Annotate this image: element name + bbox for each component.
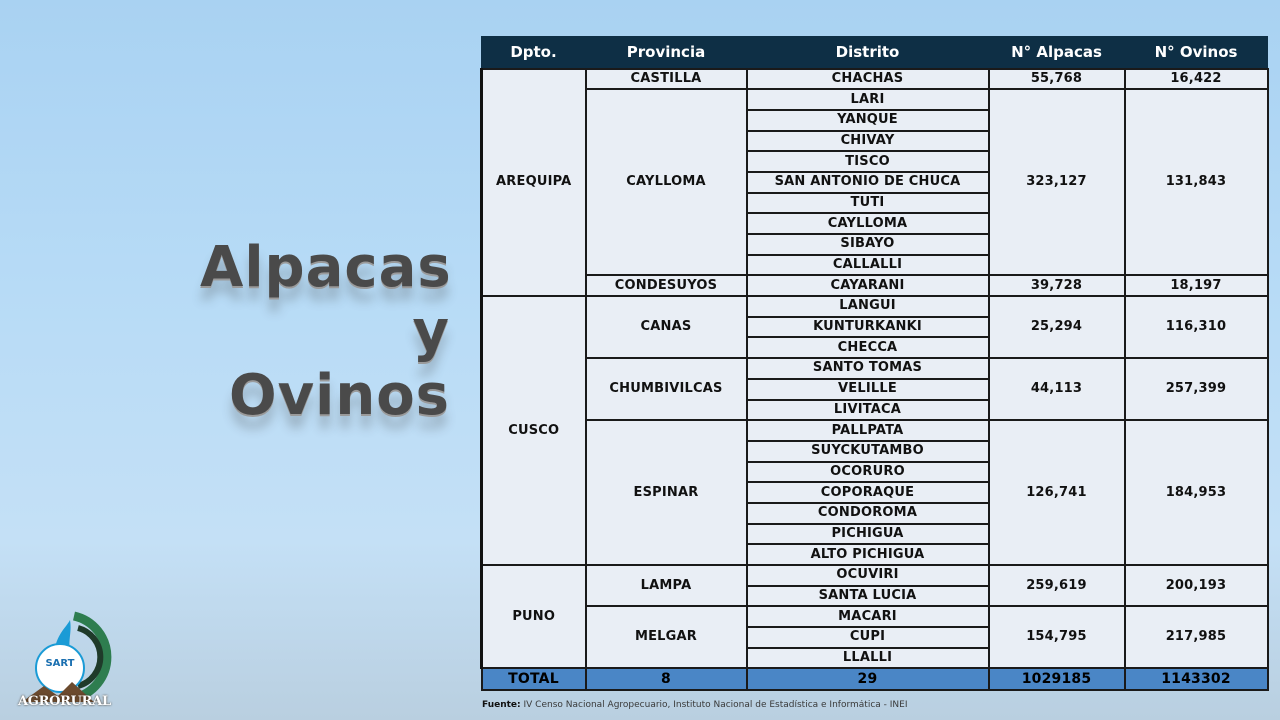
table-row [482,606,1268,627]
alpacas-cell: 55,768 [989,69,1125,90]
ovinos-cell: 131,843 [1125,89,1268,275]
header-provincia: Provincia [586,37,747,69]
district-cell: CHECCA [747,337,989,358]
table-row [482,296,1268,317]
table-row [482,358,1268,379]
dept-cell: CUSCO [482,296,586,565]
district-cell: SANTO TOMAS [747,358,989,379]
district-cell: CAYLLOMA [747,213,989,234]
district-cell: SUYCKUTAMBO [747,441,989,462]
district-cell: KUNTURKANKI [747,317,989,338]
logo-badge-text: SART [45,658,75,669]
table-row [482,565,1268,586]
province-cell: CASTILLA [586,69,747,90]
table-row [482,275,1268,296]
province-cell: CHUMBIVILCAS [586,358,747,420]
province-cell: CONDESUYOS [586,275,747,296]
alpacas-cell: 39,728 [989,275,1125,296]
district-cell: MACARI [747,606,989,627]
district-cell: TUTI [747,193,989,214]
district-cell: CHIVAY [747,131,989,152]
province-cell: LAMPA [586,565,747,606]
header-dept: Dpto. [482,37,586,69]
district-cell: CONDOROMA [747,503,989,524]
district-cell: SIBAYO [747,234,989,255]
source-label: Fuente: [482,700,521,710]
ovinos-cell: 18,197 [1125,275,1268,296]
district-cell: YANQUE [747,110,989,131]
dept-cell: PUNO [482,565,586,668]
ovinos-cell: 200,193 [1125,565,1268,606]
alpacas-cell: 323,127 [989,89,1125,275]
title-line-2: Ovinos [229,363,450,428]
alpacas-cell: 126,741 [989,420,1125,565]
total-alpacas: 1029185 [989,668,1125,690]
district-cell: PALLPATA [747,420,989,441]
alpacas-cell: 44,113 [989,358,1125,420]
province-cell: CANAS [586,296,747,358]
livestock-table-container [480,36,1266,691]
district-cell: TISCO [747,151,989,172]
title-line-1: Alpacas y [200,235,452,364]
district-cell: SANTA LUCIA [747,586,989,607]
district-cell: ALTO PICHIGUA [747,544,989,565]
province-cell: MELGAR [586,606,747,668]
table-total-row [482,668,1268,690]
header-alpacas: N° Alpacas [989,37,1125,69]
district-cell: CALLALLI [747,255,989,276]
table-header-row [482,37,1268,69]
livestock-table [480,36,1269,691]
alpacas-cell: 154,795 [989,606,1125,668]
header-distrito: Distrito [747,37,989,69]
source-text: IV Censo Nacional Agropecuario, Instituto Nacional de Estadística e Informática - INEI [523,700,908,710]
table-row [482,69,1268,90]
ovinos-cell: 217,985 [1125,606,1268,668]
district-cell: LARI [747,89,989,110]
slide-title [200,236,450,428]
district-cell: OCUVIRI [747,565,989,586]
table-row [482,89,1268,110]
dept-cell: AREQUIPA [482,69,586,297]
ovinos-cell: 116,310 [1125,296,1268,358]
ovinos-cell: 16,422 [1125,69,1268,90]
total-label: TOTAL [482,668,586,690]
district-cell: SAN ANTONIO DE CHUCA [747,172,989,193]
district-cell: OCORURO [747,462,989,483]
district-cell: COPORAQUE [747,482,989,503]
ovinos-cell: 257,399 [1125,358,1268,420]
district-cell: PICHIGUA [747,524,989,545]
province-cell: CAYLLOMA [586,89,747,275]
header-ovinos: N° Ovinos [1125,37,1268,69]
table-row [482,420,1268,441]
district-cell: LANGUI [747,296,989,317]
total-ovinos: 1143302 [1125,668,1268,690]
district-cell: LLALLI [747,648,989,669]
district-cell: VELILLE [747,379,989,400]
total-distritos: 29 [747,668,989,690]
logo-brand-text: AGRORURAL [18,694,111,709]
district-cell: CHACHAS [747,69,989,90]
district-cell: CUPI [747,627,989,648]
ovinos-cell: 184,953 [1125,420,1268,565]
district-cell: CAYARANI [747,275,989,296]
alpacas-cell: 259,619 [989,565,1125,606]
alpacas-cell: 25,294 [989,296,1125,358]
source-footnote [482,700,1272,710]
province-cell: ESPINAR [586,420,747,565]
district-cell: LIVITACA [747,400,989,421]
total-provincias: 8 [586,668,747,690]
